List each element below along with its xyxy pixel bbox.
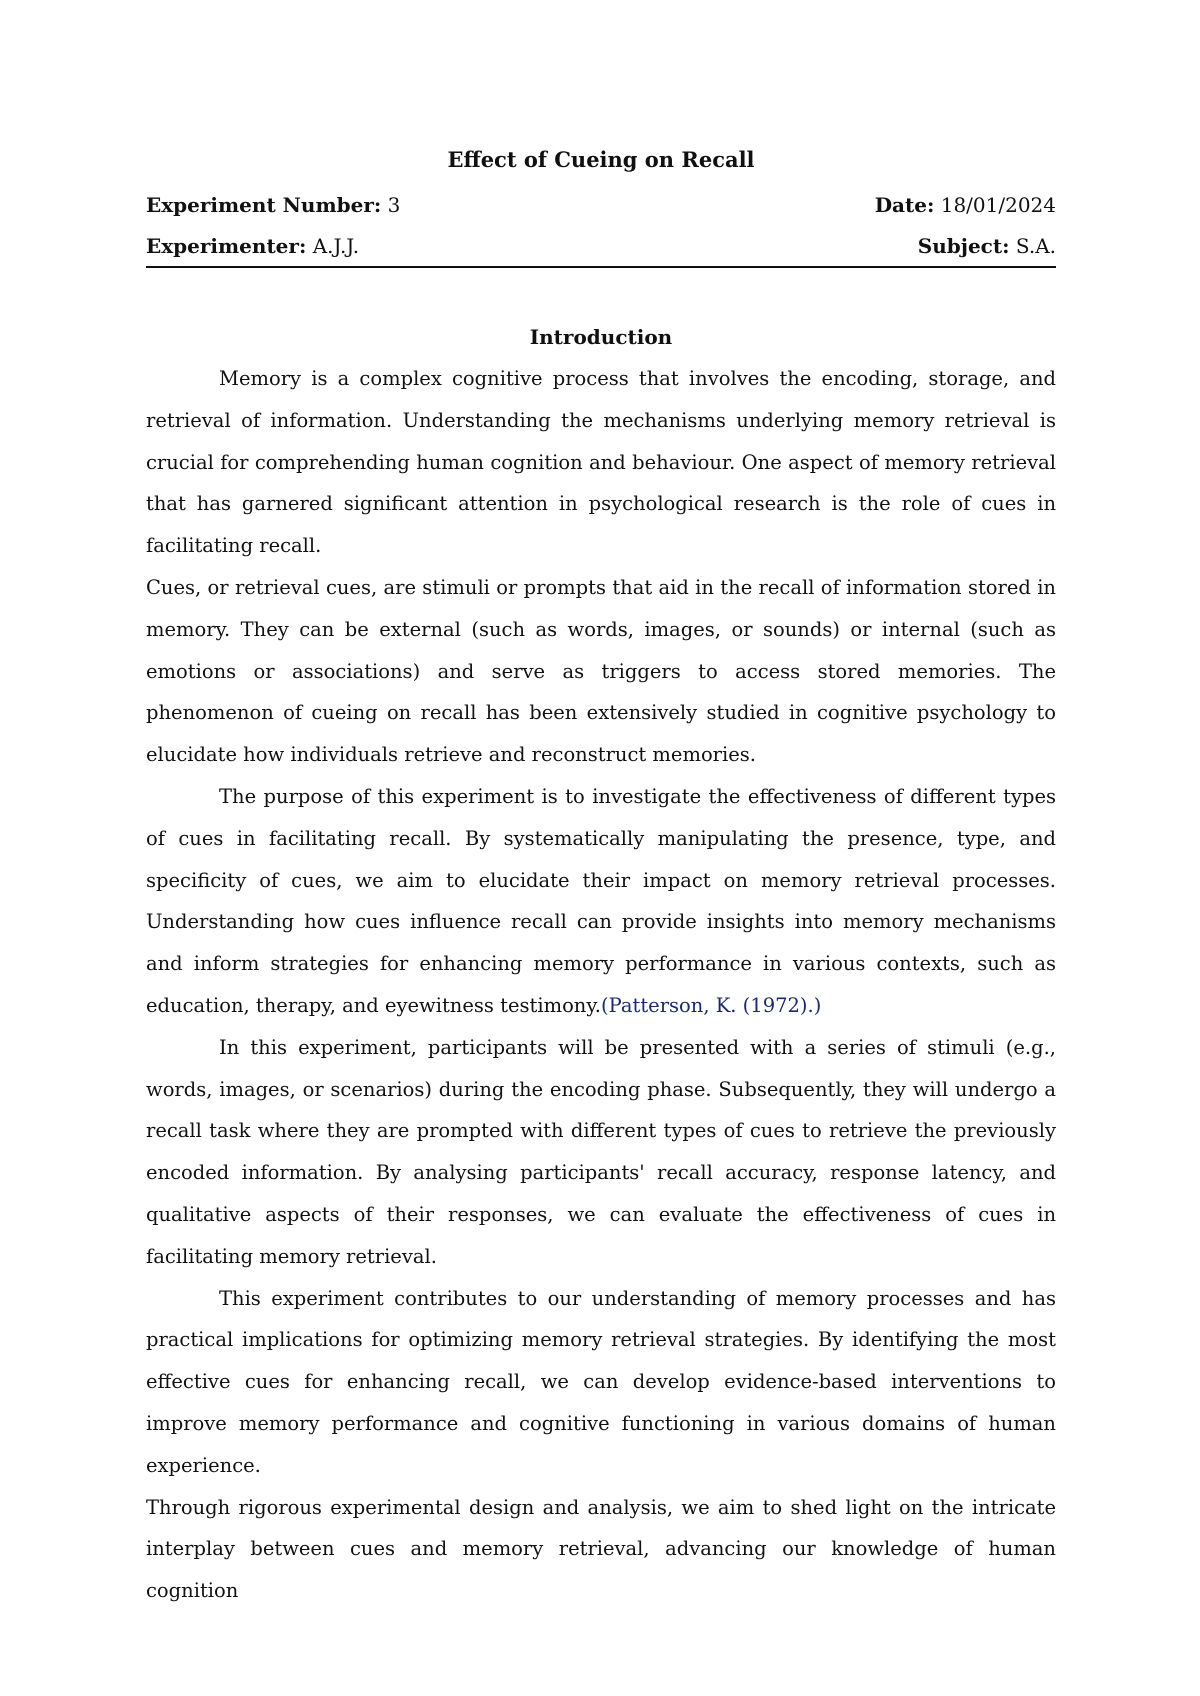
experiment-number xyxy=(146,184,400,226)
paragraph-2: Cues, or retrieval cues, are stimuli or prompts that aid in the recall of information stored in memory. They can be external (such as words, images, or sounds) or internal (such as emotions or associations) and serve as triggers to access stored memories. The phenomenon of cueing on recall has been extensively studied in cognitive psychology to elucidate how individuals retrieve and reconstruct memories. xyxy=(146,575,1056,767)
paragraph-4: In this experiment, participants will be presented with a series of stimuli (e.g., words, images, or scenarios) during the encoding phase. Subsequently, they will undergo a recall task where they are prompted with different types of cues to retrieve the previously encoded information. By analysing participants' recall accuracy, response latency, and qualitative aspects of their responses, we can evaluate the effectiveness of cues in facilitating memory retrieval. xyxy=(146,1035,1056,1268)
date-label: Date: xyxy=(874,193,935,217)
meta-row-people xyxy=(146,226,1056,268)
paragraph-3 xyxy=(146,776,1056,1027)
subject-label: Subject: xyxy=(917,234,1010,258)
subject-value: S.A. xyxy=(1015,234,1056,258)
experimenter-value: A.J.J. xyxy=(312,234,360,258)
experimenter xyxy=(146,226,359,266)
experiment-date xyxy=(875,184,1056,226)
experimenter-label: Experimenter: xyxy=(146,234,307,258)
experiment-number-value: 3 xyxy=(387,193,401,217)
paragraph-1: Memory is a complex cognitive process that involves the encoding, storage, and retrieval of information. Understanding the mechanisms underlying memory retrieval is crucial for comprehending human cognition and behaviour. One aspect of memory retrieval that has garnered significant attention in psychological research is the role of cues in facilitating recall. xyxy=(146,367,1056,558)
citation: (Patterson, K. (1972).) xyxy=(601,993,822,1017)
document-title: Effect of Cueing on Recall xyxy=(447,147,755,172)
paragraph-6: Through rigorous experimental design and analysis, we aim to shed light on the intricate interplay between cues and memory retrieval, advancing our knowledge of human cognition xyxy=(146,1495,1056,1603)
meta-row-experiment xyxy=(146,184,1056,226)
introduction-heading: Introduction xyxy=(529,325,673,349)
subject xyxy=(918,226,1056,266)
experiment-number-label: Experiment Number: xyxy=(146,193,382,217)
paragraph-5: This experiment contributes to our understanding of memory processes and has practical implications for optimizing memory retrieval strategies. By identifying the most effective cues for enhancing recall, we can develop evidence-based interventions to improve memory performance and cognitive functioning in various domains of human experience. xyxy=(146,1286,1056,1477)
paragraph-3-text: The purpose of this experiment is to investigate the effectiveness of different types of cues in facilitating recall. By systematically manipulating the presence, type, and specificity of cues, we aim to elucidate their impact on memory retrieval processes. Understanding how cues influence recall can provide insights into memory mechanisms and inform strategies for enhancing memory performance in various contexts, such as education, therapy, and eyewitness testimony. xyxy=(146,784,1056,1017)
document-content xyxy=(146,136,1056,1612)
date-value: 18/01/2024 xyxy=(940,193,1056,217)
